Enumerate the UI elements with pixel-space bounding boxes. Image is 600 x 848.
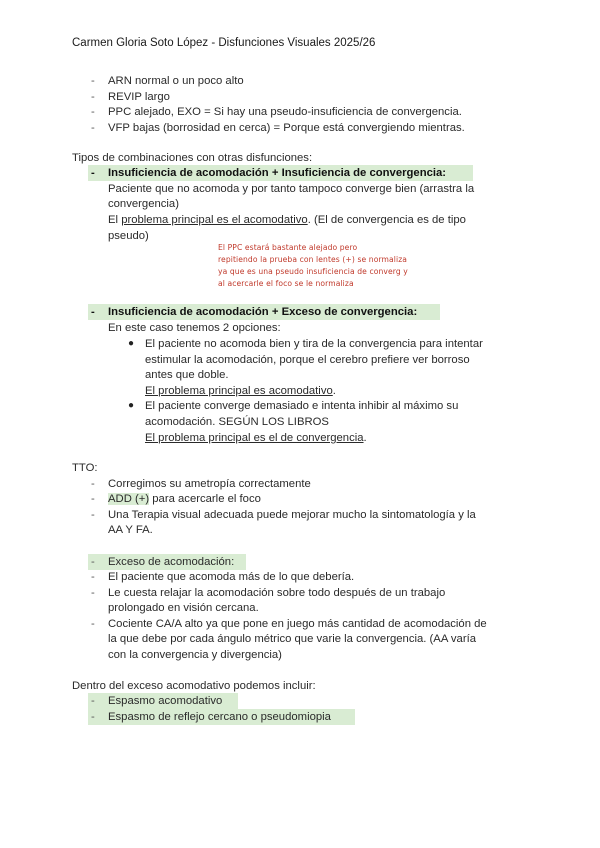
list-item: AA Y FA. [108, 524, 153, 536]
list-item: Corregimos su ametropía correctamente [108, 478, 311, 490]
list-item: con la convergencia y divergencia) [108, 649, 282, 661]
underlined-text: El problema principal es el de convergencia [145, 432, 364, 444]
list-bullet: - [91, 75, 95, 87]
list-item: REVIP largo [108, 91, 170, 103]
list-item: la que debe por cada ángulo métrico que varie la convergencia. (AA varía [108, 633, 477, 645]
list-item: Cociente CA/A alto ya que pone en juego más cantidad de acomodación de [108, 618, 487, 630]
list-item: Le cuesta relajar la acomodación sobre todo después de un trabajo [108, 587, 446, 599]
list-bullet: - [91, 711, 95, 723]
text-span: para acercarle el foco [149, 493, 261, 505]
list-bullet: - [91, 478, 95, 490]
list-bullet: - [91, 91, 95, 103]
list-item: Espasmo acomodativo [108, 695, 223, 707]
bullet-dot: ● [128, 338, 135, 349]
list-item: El paciente que acomoda más de lo que debería. [108, 571, 355, 583]
list-item: ARN normal o un poco alto [108, 75, 244, 87]
paragraph-line [108, 212, 466, 228]
text-span: . [363, 432, 367, 444]
paragraph-line: convergencia) [108, 198, 179, 210]
section-title: Exceso de acomodación: [108, 556, 235, 568]
page-header: Carmen Gloria Soto López - Disfunciones Visuales 2025/26 [72, 37, 376, 49]
paragraph-line [145, 383, 336, 399]
handwritten-note-line: al acercarle el foco se le normaliza [218, 279, 354, 288]
handwritten-note-line: ya que es una pseudo insuficiencia de converg y [218, 267, 408, 276]
paragraph-line: Paciente que no acomoda y por tanto tampoco converge bien (arrastra la [108, 183, 475, 195]
list-bullet: - [91, 167, 95, 179]
section-heading: Dentro del exceso acomodativo podemos incluir: [72, 680, 316, 692]
list-item: Espasmo de reflejo cercano o pseudomiopia [108, 711, 331, 723]
paragraph-line: pseudo) [108, 230, 149, 242]
list-item [108, 491, 261, 507]
paragraph-line: El paciente no acomoda bien y tira de la convergencia para intentar [145, 338, 483, 350]
list-bullet: - [91, 587, 95, 599]
list-bullet: - [91, 618, 95, 630]
section-heading: Tipos de combinaciones con otras disfunciones: [72, 152, 313, 164]
list-bullet: - [91, 493, 95, 505]
paragraph-line: En este caso tenemos 2 opciones: [108, 322, 281, 334]
list-item: prolongado en visión cercana. [108, 602, 259, 614]
handwritten-note-line: El PPC estará bastante alejado pero [218, 243, 358, 252]
combo-title-2: Insuficiencia de acomodación + Exceso de convergencia: [108, 306, 418, 318]
text-span: . [332, 385, 336, 397]
list-bullet: - [91, 571, 95, 583]
list-bullet: - [91, 122, 95, 134]
list-bullet: - [91, 106, 95, 118]
underlined-text: El problema principal es acomodativo [145, 385, 333, 397]
list-bullet: - [91, 509, 95, 521]
underlined-text: problema principal es el acomodativo [121, 214, 308, 226]
handwritten-note-line: repitiendo la prueba con lentes (+) se normaliza [218, 255, 408, 264]
list-item: VFP bajas (borrosidad en cerca) = Porque está convergiendo mientras. [108, 122, 465, 134]
section-heading: TTO: [72, 462, 98, 474]
highlighted-text: ADD (+) [108, 493, 150, 505]
list-item: Una Terapia visual adecuada puede mejorar mucho la sintomatología y la [108, 509, 476, 521]
paragraph-line [145, 430, 367, 446]
paragraph-line: El paciente converge demasiado e intenta inhibir al máximo su [145, 400, 459, 412]
bullet-dot: ● [128, 400, 135, 411]
text-span: El [108, 214, 122, 226]
list-item: PPC alejado, EXO = Si hay una pseudo-insuficiencia de convergencia. [108, 106, 462, 118]
paragraph-line: acomodación. SEGÚN LOS LIBROS [145, 416, 329, 428]
text-span: . (El de convergencia es de tipo [307, 214, 466, 226]
combo-title-1: Insuficiencia de acomodación + Insuficiencia de convergencia: [108, 167, 447, 179]
list-bullet: - [91, 306, 95, 318]
paragraph-line: estimular la acomodación, porque el cerebro prefiere ver borroso [145, 354, 470, 366]
list-bullet: - [91, 556, 95, 568]
list-bullet: - [91, 695, 95, 707]
paragraph-line: antes que doble. [145, 369, 229, 381]
